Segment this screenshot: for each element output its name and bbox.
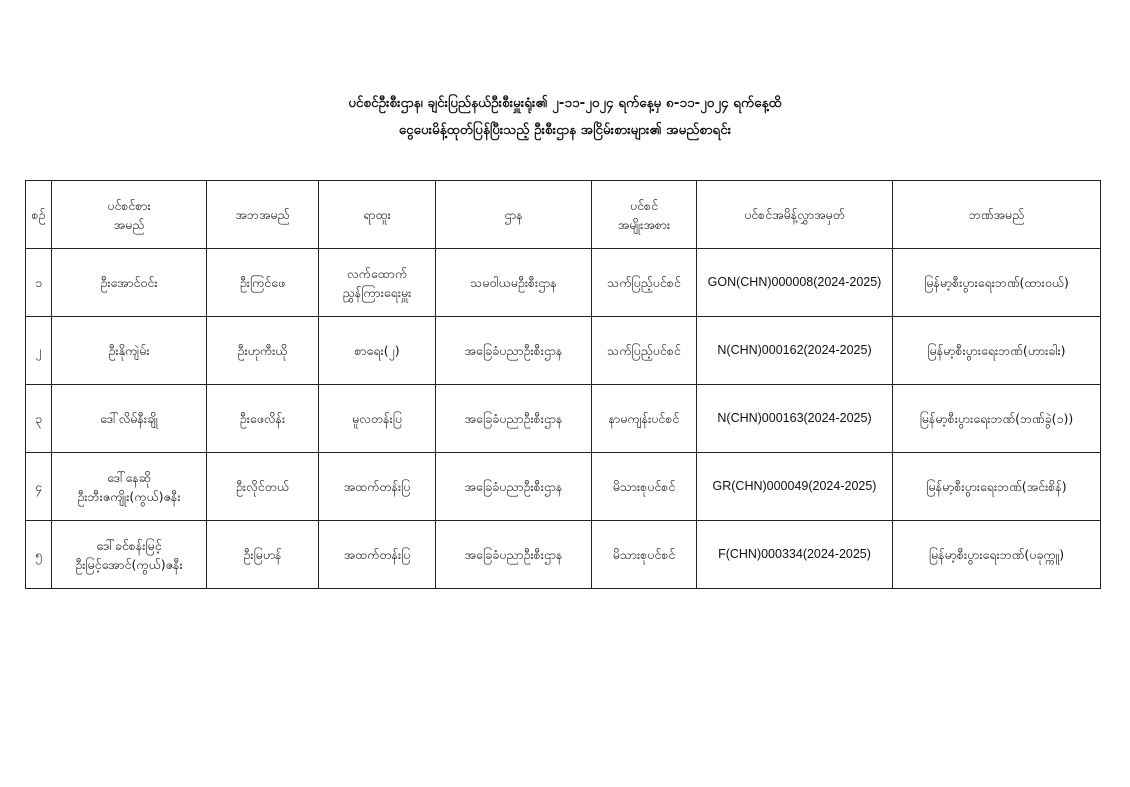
header-father-name: အဘအမည် — [207, 181, 319, 249]
department: အခြေခံပညာဦးစီးဌာန — [436, 317, 592, 385]
department: အခြေခံပညာဦးစီးဌာန — [436, 453, 592, 521]
pensioner-name: ဦးနိုကျဲမ်း — [52, 317, 207, 385]
bank-name: မြန်မာ့စီးပွားရေးဘဏ်(ဘဏ်ခွဲ(၁)) — [893, 385, 1101, 453]
department: အခြေခံပညာဦးစီးဌာန — [436, 521, 592, 589]
table-row — [26, 317, 1101, 385]
row-number: ၂ — [26, 317, 52, 385]
table-row — [26, 521, 1101, 589]
bank-name: မြန်မာ့စီးပွားရေးဘဏ်(ပခုက္ကူ) — [893, 521, 1101, 589]
bank-name: မြန်မာ့စီးပွားရေးဘဏ်(ထားဝယ်) — [893, 249, 1101, 317]
order-number: N(CHN)000162(2024-2025) — [697, 317, 893, 385]
pension-type: မိသားစုပင်စင် — [592, 453, 697, 521]
pension-type: မိသားစုပင်စင် — [592, 521, 697, 589]
pensioner-name: ဒေါ်ခင်စန်းမြင့် ဦးမြင့်အောင်(ကွယ်)ဇနီး — [52, 521, 207, 589]
bank-name: မြန်မာ့စီးပွားရေးဘဏ်(အင်းစိန်) — [893, 453, 1101, 521]
pensioner-name: ဒေါ်လိမ်နီးချို — [52, 385, 207, 453]
father-name: ဦးကြင်ဖေ — [207, 249, 319, 317]
rank: အထက်တန်းပြ — [319, 521, 436, 589]
bank-name: မြန်မာ့စီးပွားရေးဘဏ်(ဟားခါး) — [893, 317, 1101, 385]
order-number: F(CHN)000334(2024-2025) — [697, 521, 893, 589]
table-row — [26, 385, 1101, 453]
title-line-2: ငွေပေးမိန့်ထုတ်ပြန်ပြီးသည့် ဦးစီးဌာန အငြိမ်းစားများ၏ အမည်စာရင်း — [398, 122, 732, 138]
father-name: ဦးဖေလိန်း — [207, 385, 319, 453]
table-row — [26, 249, 1101, 317]
row-number: ၄ — [26, 453, 52, 521]
header-order-number: ပင်စင်အမိန့်လွှာအမှတ် — [697, 181, 893, 249]
rank: မူလတန်းပြ — [319, 385, 436, 453]
header-no: စဉ် — [26, 181, 52, 249]
table-header-row — [26, 181, 1101, 249]
order-number: GON(CHN)000008(2024-2025) — [697, 249, 893, 317]
pensioner-name: ဦးအောင်ဝင်း — [52, 249, 207, 317]
table-row — [26, 453, 1101, 521]
header-department: ဌာန — [436, 181, 592, 249]
document-title — [0, 90, 1130, 144]
header-pensioner-name: ပင်စင်စား အမည် — [52, 181, 207, 249]
order-number: N(CHN)000163(2024-2025) — [697, 385, 893, 453]
pension-type: သက်ပြည့်ပင်စင် — [592, 249, 697, 317]
header-bank-name: ဘဏ်အမည် — [893, 181, 1101, 249]
pensioner-name: ဒေါ်နေဆို ဦးဘီးဇကျိုး(ကွယ်)ဇနီး — [52, 453, 207, 521]
pension-type: နာမကျန်းပင်စင် — [592, 385, 697, 453]
header-pension-type: ပင်စင် အမျိုးအစား — [592, 181, 697, 249]
rank: လက်ထောက် ညွှန်ကြားရေးမှူး — [319, 249, 436, 317]
row-number: ၅ — [26, 521, 52, 589]
row-number: ၃ — [26, 385, 52, 453]
pensioner-table — [25, 180, 1101, 589]
rank: စာရေး(၂) — [319, 317, 436, 385]
pension-type: သက်ပြည့်ပင်စင် — [592, 317, 697, 385]
rank: အထက်တန်းပြ — [319, 453, 436, 521]
order-number: GR(CHN)000049(2024-2025) — [697, 453, 893, 521]
row-number: ၁ — [26, 249, 52, 317]
father-name: ဦးဟုကီးယို — [207, 317, 319, 385]
title-line-1: ပင်စင်ဦးစီးဌာန၊ ချင်းပြည်နယ်ဦးစီးမှူးရုံး၏ ၂-၁၁-၂၀၂၄ ရက်နေ့မှ ၈-၁၁-၂၀၂၄ ရက်နေ့ထိ — [348, 95, 782, 111]
department: သမဝါယမဦးစီးဌာန — [436, 249, 592, 317]
header-rank: ရာထူး — [319, 181, 436, 249]
department: အခြေခံပညာဦးစီးဌာန — [436, 385, 592, 453]
father-name: ဦးလိုင်တယ် — [207, 453, 319, 521]
father-name: ဦးမြဟန် — [207, 521, 319, 589]
